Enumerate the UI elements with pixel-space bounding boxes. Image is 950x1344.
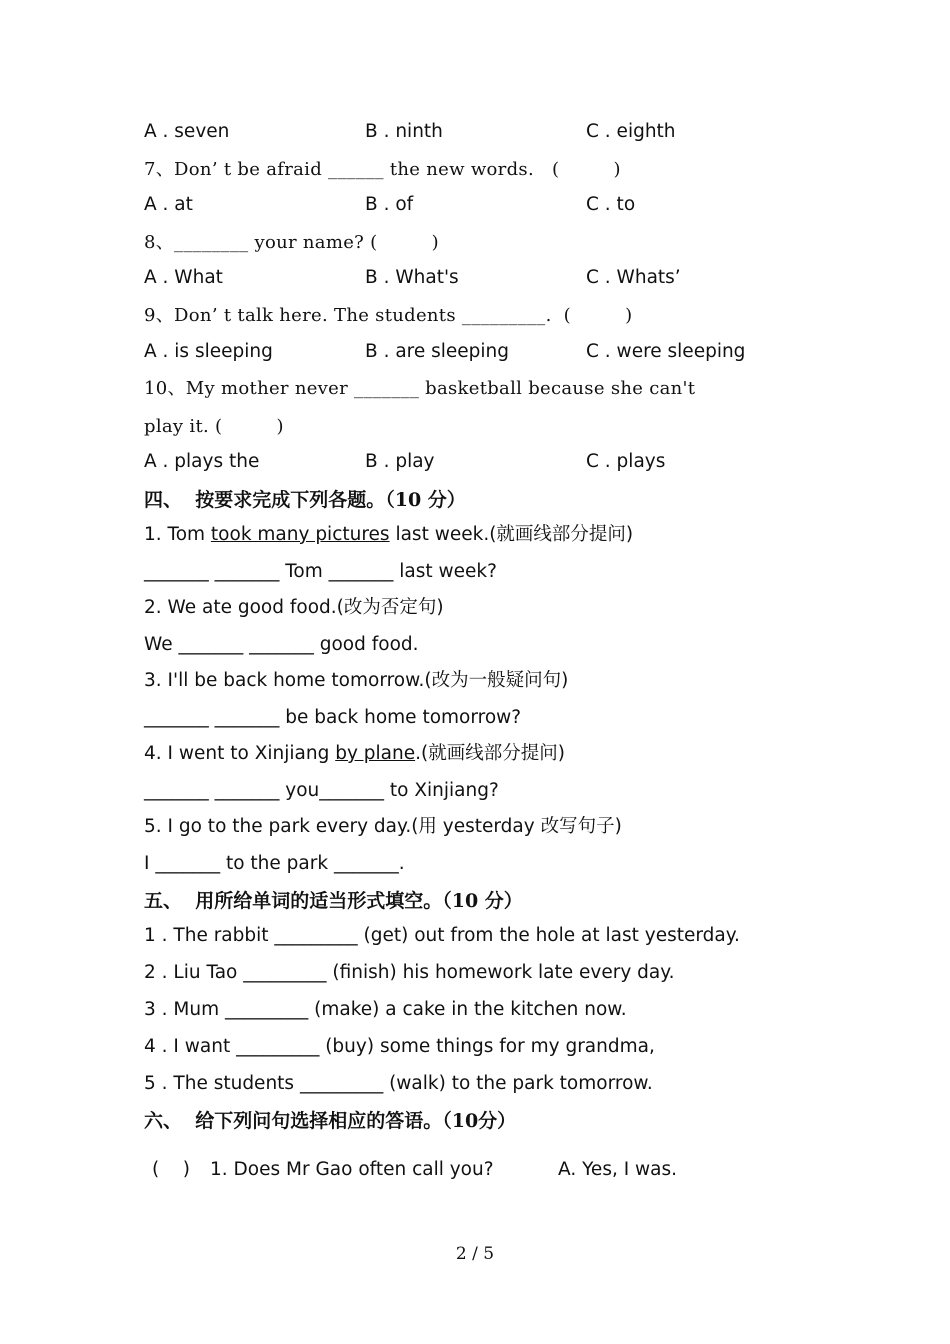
- s4-question-5: 5. I go to the park every day.(用 yesterday 改写句子): [144, 816, 622, 837]
- s4-q1-underlined: took many pictures: [210, 524, 390, 545]
- s4-q4-underlined: by plane: [335, 743, 416, 764]
- section-5-heading: 五、 用所给单词的适当形式填空。（10 分）: [144, 890, 523, 912]
- q8-option-c: C . Whats’: [586, 267, 681, 288]
- s4-q1-pre: 1. Tom: [144, 524, 211, 545]
- q6-option-a: A . seven: [144, 121, 230, 142]
- q9-option-c: C . were sleeping: [586, 341, 746, 362]
- q6-option-c: C . eighth: [586, 121, 676, 142]
- q7-stem: 7、Don’ t be afraid ______ the new words. ( ): [144, 159, 621, 180]
- s6-row1-question: 1. Does Mr Gao often call you?: [210, 1159, 494, 1180]
- s4-q4-post: .(就画线部分提问): [415, 743, 565, 764]
- s5-item-2: 2 . Liu Tao _________ (finish) his homework late every day.: [144, 962, 675, 983]
- q10-option-a: A . plays the: [144, 451, 260, 472]
- s4-answer-4: _______ _______ you_______ to Xinjiang?: [144, 780, 499, 801]
- q9-option-b: B . are sleeping: [365, 341, 510, 362]
- s4-question-2: 2. We ate good food.(改为否定句): [144, 597, 444, 618]
- q9-stem: 9、Don’ t talk here. The students _________. ( ): [144, 305, 633, 326]
- section-4-heading: 四、 按要求完成下列各题。（10 分）: [144, 489, 466, 511]
- s5-item-5: 5 . The students _________ (walk) to the park tomorrow.: [144, 1073, 653, 1094]
- s5-item-1: 1 . The rabbit _________ (get) out from the hole at last yesterday.: [144, 925, 740, 946]
- q7-option-c: C . to: [586, 194, 636, 215]
- s4-question-1: [144, 523, 633, 547]
- q7-option-b: B . of: [365, 194, 414, 215]
- s5-item-3: 3 . Mum _________ (make) a cake in the kitchen now.: [144, 999, 627, 1020]
- q10-option-b: B . play: [365, 451, 435, 472]
- s4-answer-3: _______ _______ be back home tomorrow?: [144, 707, 522, 728]
- s4-q4-pre: 4. I went to Xinjiang: [144, 743, 336, 764]
- q8-stem: 8、________ your name? ( ): [144, 232, 439, 253]
- s4-answer-5: I _______ to the park _______.: [144, 853, 405, 874]
- q8-option-b: B . What's: [365, 267, 459, 288]
- q10-option-c: C . plays: [586, 451, 666, 472]
- q8-option-a: A . What: [144, 267, 223, 288]
- s4-q1-post: last week.(就画线部分提问): [389, 524, 634, 545]
- s4-answer-1: _______ _______ Tom _______ last week?: [144, 561, 497, 582]
- q6-option-b: B . ninth: [365, 121, 443, 142]
- s4-answer-2: We _______ _______ good food.: [144, 634, 419, 655]
- page-number: 2 / 5: [455, 1244, 495, 1264]
- q9-option-a: A . is sleeping: [144, 341, 273, 362]
- q7-option-a: A . at: [144, 194, 193, 215]
- section-6-heading: 六、 给下列问句选择相应的答语。（10分）: [144, 1110, 517, 1132]
- s4-question-3: 3. I'll be back home tomorrow.(改为一般疑问句): [144, 670, 569, 691]
- s5-item-4: 4 . I want _________ (buy) some things for my grandma,: [144, 1036, 655, 1057]
- s6-row1-answer: A. Yes, I was.: [558, 1159, 678, 1180]
- s6-row1-answer-bracket: ( ): [152, 1159, 190, 1180]
- q10-stem-line1: 10、My mother never _______ basketball because she can't: [144, 378, 696, 399]
- q10-stem-line2: play it. ( ): [144, 416, 284, 437]
- s4-question-4: [144, 742, 565, 766]
